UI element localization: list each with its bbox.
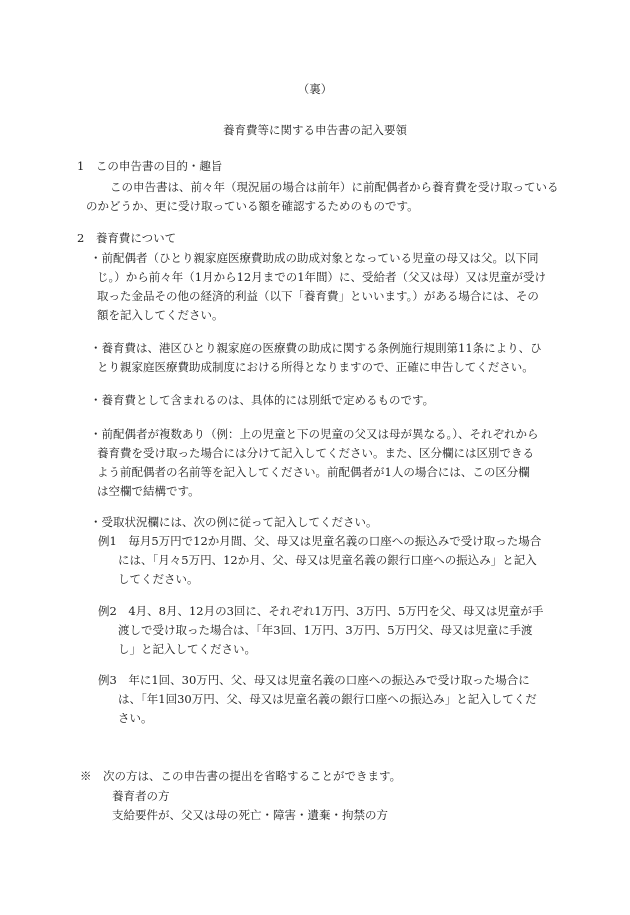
section-1-line: のかどうか、更に受け取っている額を確認するためのものです。 xyxy=(86,199,419,213)
example-line: 例2 4月、8月、12月の3回に、それぞれ1万円、3万円、5万円を父、母又は児童が手 xyxy=(98,604,544,618)
example-line: さい。 xyxy=(118,711,153,725)
bullet-line: ・前配偶者（ひとり親家庭医療費助成の助成対象となっている児童の母又は父。以下同 xyxy=(90,251,539,265)
bullet-line: じ。）から前々年（1月から12月までの1年間）に、受給者（父又は母）又は児童が受け xyxy=(97,270,547,284)
note-heading: ※ 次の方は、この申告書の提出を省略することができます。 xyxy=(80,769,402,783)
bullet-line: は空欄で結構です。 xyxy=(97,484,200,498)
bullet-line: ・前配偶者が複数あり（例：上の児童と下の児童の父又は母が異なる。）、それぞれから xyxy=(90,427,539,441)
note-line: 支給要件が、父又は母の死亡・障害・遺棄・拘禁の方 xyxy=(112,808,388,822)
section-2-heading: 2 養育費について xyxy=(77,231,177,245)
note-line: 養育者の方 xyxy=(112,789,170,803)
bullet-line: 取った金品その他の経済的利益（以下「養育費」といいます。）がある場合には、その xyxy=(97,289,539,303)
bullet-line: ・受取状況欄には、次の例に従って記入してください。 xyxy=(90,515,378,529)
page-title: 養育費等に関する申告書の記入要領 xyxy=(223,123,407,137)
example-line: 例3 年に1回、30万円、父、母又は児童名義の口座への振込みで受け取った場合に xyxy=(98,673,530,687)
bullet-line: ・養育費として含まれるのは、具体的には別紙で定めるものです。 xyxy=(90,393,435,407)
bullet-line: 額を記入してください。 xyxy=(97,308,224,322)
example-line: し」と記入してください。 xyxy=(118,642,256,656)
bullet-line: よう前配偶者の名前等を記入してください。前配偶者が1人の場合には、この区分欄 xyxy=(97,465,530,479)
page-label: （裏） xyxy=(297,82,333,96)
example-line: してください。 xyxy=(118,572,199,586)
section-1-heading: 1 この申告書の目的・趣旨 xyxy=(77,159,223,173)
example-line: 例1 毎月5万円で12か月間、父、母又は児童名義の口座への振込みで受け取った場合 xyxy=(98,534,542,548)
example-line: は、「年1回30万円、父、母又は児童名義の銀行口座への振込み」と記入してくだ xyxy=(118,692,537,706)
bullet-line: 養育費を受け取った場合には分けて記入してください。また、区分欄には区別できる xyxy=(97,446,534,460)
bullet-line: とり親家庭医療費助成制度における所得となりますので、正確に申告してください。 xyxy=(97,360,534,374)
example-line: 渡しで受け取った場合は、「年3回、1万円、3万円、5万円父、母又は児童に手渡 xyxy=(118,623,533,637)
section-1-line: この申告書は、前々年（現況届の場合は前年）に前配偶者から養育費を受け取っている xyxy=(110,180,559,194)
bullet-line: ・養育費は、港区ひとり親家庭の医療費の助成に関する条例施行規則第11条により、ひ xyxy=(90,341,542,355)
example-line: には、「月々5万円、12か月、父、母又は児童名義の銀行口座への振込み」と記入 xyxy=(118,553,537,567)
